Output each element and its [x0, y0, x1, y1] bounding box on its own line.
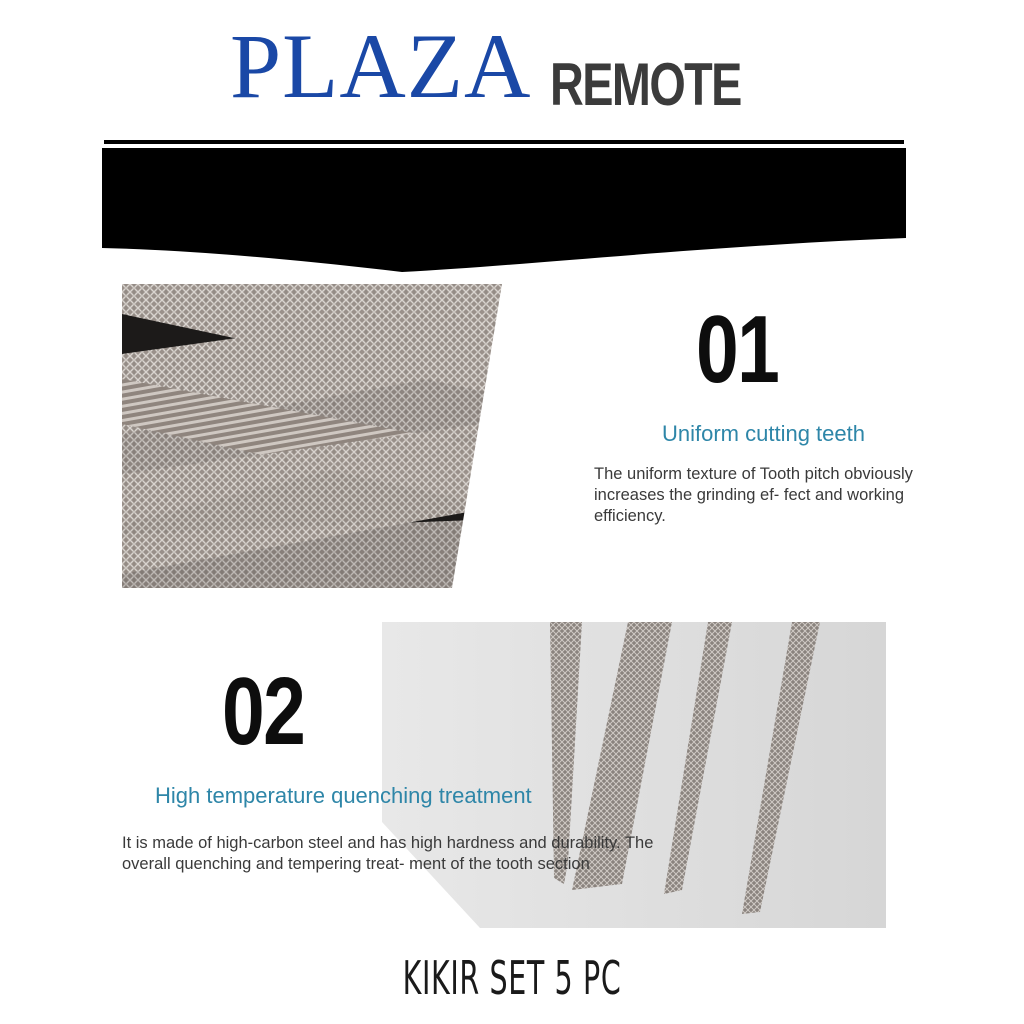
section-number-02: 02 [222, 658, 305, 765]
section-number-01: 01 [696, 296, 779, 403]
banner-top-line [104, 140, 904, 144]
logo-remote-text: REMOTE [550, 51, 741, 118]
section-2-description: It is made of high-carbon steel and has high hardness and durability. The overall quenching and tempering treat- ment of the tooth section [122, 834, 654, 873]
files-set-photo [382, 622, 886, 928]
product-caption: KIKIR SET 5 PC [402, 951, 622, 1005]
logo-plaza-text: PLAZA [230, 15, 532, 117]
section-2-title: High temperature quenching treatment [155, 783, 532, 808]
section-1-title: Uniform cutting teeth [662, 421, 865, 446]
section-1-description: The uniform texture of Tooth pitch obviously increases the grinding ef- fect and working efficiency. [594, 465, 913, 525]
black-banner [102, 148, 906, 272]
